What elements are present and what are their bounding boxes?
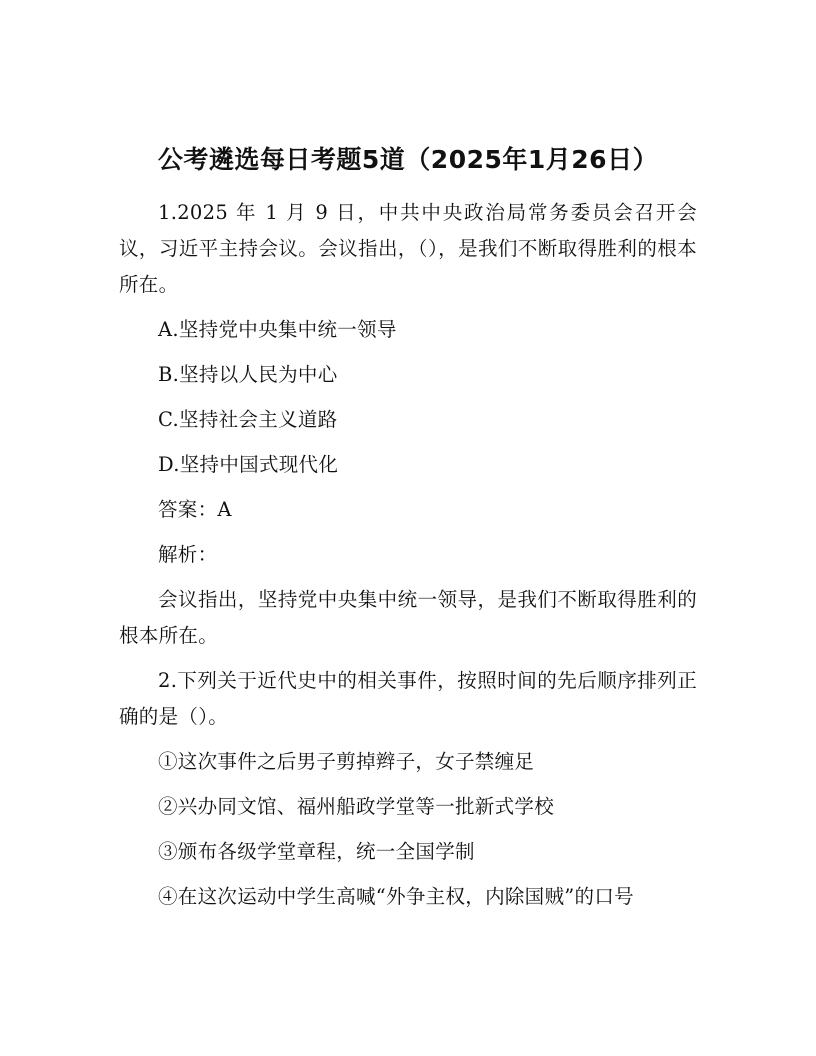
question-2-item-3: ③颁布各级学堂章程，统一全国学制 bbox=[158, 840, 475, 863]
question-1-answer: 答案：A bbox=[158, 498, 232, 521]
question-2-stem: 2.下列关于近代史中的相关事件，按照时间的先后顺序排列正确的是（）。 bbox=[119, 669, 697, 728]
question-2-item-1: ①这次事件之后男子剪掉辫子，女子禁缠足 bbox=[158, 750, 535, 773]
question-1-option-a: A.坚持党中央集中统一领导 bbox=[158, 318, 397, 341]
document-body bbox=[119, 195, 697, 924]
question-1-analysis-text: 会议指出，坚持党中央集中统一领导，是我们不断取得胜利的根本所在。 bbox=[119, 588, 697, 647]
question-1-analysis-label: 解析： bbox=[158, 543, 218, 566]
question-1-option-c: C.坚持社会主义道路 bbox=[158, 408, 338, 431]
document-title: 公考遴选每日考题5道（2025年1月26日） bbox=[157, 145, 659, 174]
question-2-item-2: ②兴办同文馆、福州船政学堂等一批新式学校 bbox=[158, 795, 555, 818]
question-1-option-b: B.坚持以人民为中心 bbox=[158, 363, 338, 386]
question-2-item-4: ④在这次运动中学生高喊“外争主权，内除国贼”的口号 bbox=[158, 885, 634, 908]
question-1-option-d: D.坚持中国式现代化 bbox=[158, 453, 339, 476]
question-1-stem: 1.2025 年 1 月 9 日，中共中央政治局常务委员会召开会议，习近平主持会议。会议指出，（），是我们不断取得胜利的根本所在。 bbox=[119, 201, 697, 296]
